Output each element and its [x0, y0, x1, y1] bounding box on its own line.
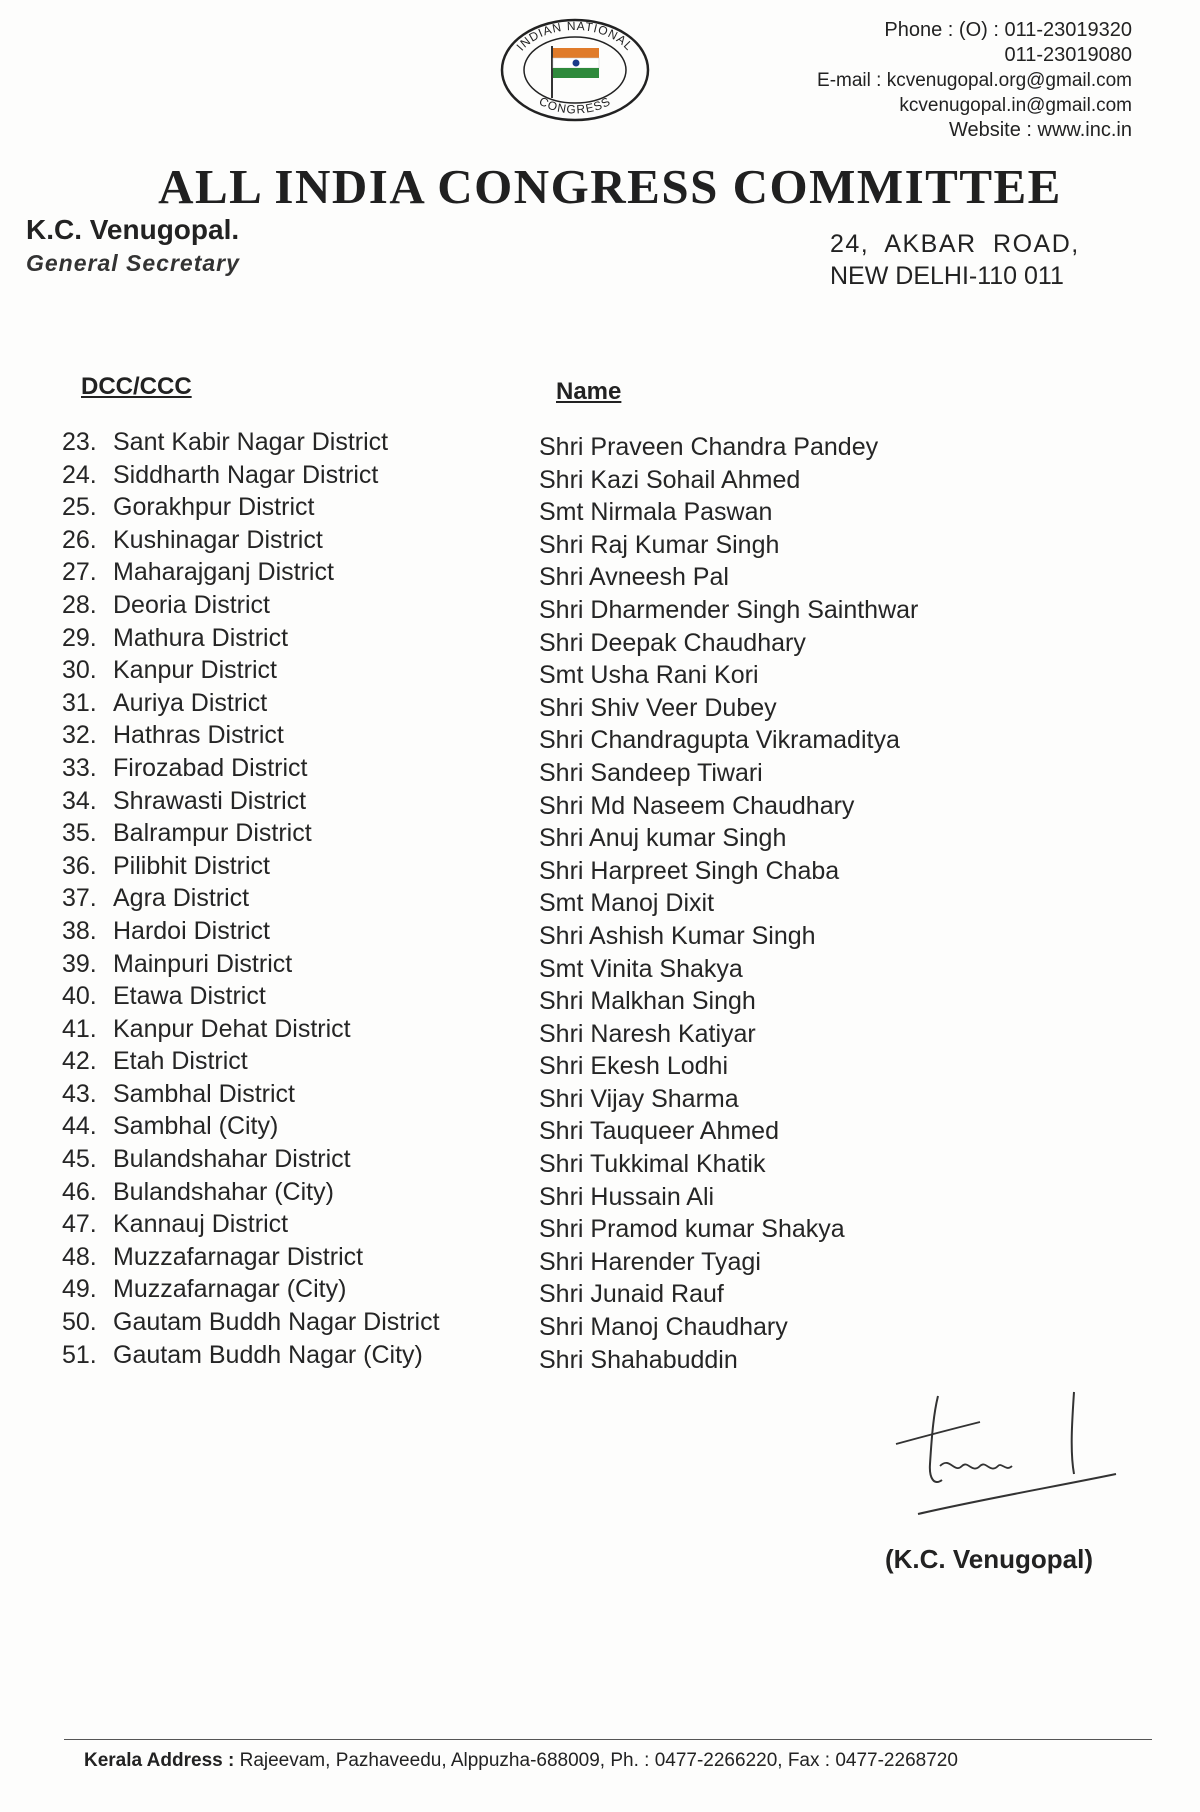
footer-address	[84, 1750, 958, 1772]
district-name: Hardoi District	[113, 916, 270, 945]
district-name: Agra District	[113, 884, 250, 913]
president-name: Shri Vijay Sharma	[539, 1084, 739, 1113]
president-name: Shri Anuj kumar Singh	[539, 824, 787, 853]
table-row	[0, 558, 1200, 591]
row-number: 27.	[62, 558, 97, 587]
table-row	[0, 1243, 1200, 1276]
table-row	[0, 754, 1200, 787]
president-name: Smt Manoj Dixit	[539, 889, 715, 918]
table-row	[0, 852, 1200, 885]
president-name: Shri Dharmender Singh Sainthwar	[539, 595, 919, 624]
row-number: 50.	[62, 1308, 97, 1337]
office-address	[830, 228, 1130, 292]
president-name: Shri Avneesh Pal	[539, 563, 729, 592]
table-row	[0, 982, 1200, 1015]
footer-label: Kerala Address :	[84, 1750, 235, 1771]
svg-text:INDIAN NATIONAL: INDIAN NATIONAL	[513, 18, 637, 54]
president-name: Shri Md Naseem Chaudhary	[539, 791, 855, 820]
table-row	[0, 721, 1200, 754]
district-name: Gorakhpur District	[113, 493, 315, 522]
table-row	[0, 1275, 1200, 1308]
row-number: 28.	[62, 590, 97, 619]
row-number: 40.	[62, 982, 97, 1011]
district-name: Gautam Buddh Nagar (City)	[113, 1340, 423, 1369]
table-row	[0, 461, 1200, 494]
congress-logo	[496, 16, 654, 124]
address-line-2: NEW DELHI-110 011	[830, 262, 1064, 290]
signature-mark	[888, 1382, 1120, 1518]
president-name: Shri Tukkimal Khatik	[539, 1150, 766, 1179]
table-row	[0, 1047, 1200, 1080]
row-number: 43.	[62, 1079, 97, 1108]
contact-block	[752, 18, 1132, 143]
column-header-name: Name	[556, 378, 622, 405]
row-number: 49.	[62, 1275, 97, 1304]
table-row	[0, 624, 1200, 657]
phone-line-2: 011-23019080	[1004, 44, 1132, 66]
district-name: Muzzafarnagar District	[113, 1242, 364, 1271]
table-row	[0, 689, 1200, 722]
district-name: Firozabad District	[113, 753, 308, 782]
appointment-list	[0, 428, 1200, 1373]
president-name: Shri Chandragupta Vikramaditya	[539, 726, 900, 755]
table-row	[0, 656, 1200, 689]
row-number: 51.	[62, 1340, 97, 1369]
row-number: 34.	[62, 786, 97, 815]
district-name: Maharajganj District	[113, 558, 334, 587]
sender-title: General Secretary	[26, 250, 240, 276]
row-number: 25.	[62, 493, 97, 522]
table-row	[0, 1080, 1200, 1113]
district-name: Gautam Buddh Nagar District	[113, 1308, 440, 1337]
row-number: 35.	[62, 819, 97, 848]
table-row	[0, 428, 1200, 461]
president-name: Shri Ekesh Lodhi	[539, 1052, 729, 1081]
district-name: Muzzafarnagar (City)	[113, 1275, 347, 1304]
phone-line-1: Phone : (O) : 011-23019320	[884, 19, 1132, 41]
district-name: Kushinagar District	[113, 525, 323, 554]
table-row	[0, 526, 1200, 559]
table-row	[0, 917, 1200, 950]
president-name: Smt Vinita Shakya	[539, 954, 743, 983]
table-row	[0, 1341, 1200, 1374]
president-name: Shri Naresh Katiyar	[539, 1019, 756, 1048]
district-name: Etawa District	[113, 982, 266, 1011]
row-number: 26.	[62, 525, 97, 554]
table-row	[0, 1015, 1200, 1048]
svg-text:CONGRESS: CONGRESS	[536, 94, 614, 117]
president-name: Shri Harender Tyagi	[539, 1247, 761, 1276]
district-name: Auriya District	[113, 688, 268, 717]
footer-divider	[64, 1739, 1152, 1740]
table-row	[0, 1308, 1200, 1341]
district-name: Kanpur District	[113, 656, 277, 685]
row-number: 24.	[62, 460, 97, 489]
president-name: Shri Shahabuddin	[539, 1345, 738, 1374]
row-number: 36.	[62, 851, 97, 880]
row-number: 38.	[62, 916, 97, 945]
president-name: Shri Tauqueer Ahmed	[539, 1117, 779, 1146]
table-row	[0, 493, 1200, 526]
district-name: Shrawasti District	[113, 786, 307, 815]
table-row	[0, 884, 1200, 917]
row-number: 42.	[62, 1047, 97, 1076]
table-row	[0, 1210, 1200, 1243]
district-name: Kanpur Dehat District	[113, 1014, 351, 1043]
district-name: Sambhal (City)	[113, 1112, 279, 1141]
president-name: Shri Malkhan Singh	[539, 987, 756, 1016]
president-name: Shri Sandeep Tiwari	[539, 758, 763, 787]
district-name: Mainpuri District	[113, 949, 293, 978]
president-name: Shri Harpreet Singh Chaba	[539, 856, 840, 885]
table-row	[0, 1178, 1200, 1211]
president-name: Smt Nirmala Paswan	[539, 498, 773, 527]
row-number: 44.	[62, 1112, 97, 1141]
district-name: Bulandshahar District	[113, 1145, 351, 1174]
row-number: 37.	[62, 884, 97, 913]
signatory-name: (K.C. Venugopal)	[885, 1544, 1093, 1574]
district-name: Balrampur District	[113, 819, 312, 848]
footer-text: Rajeevam, Pazhaveedu, Alppuzha-688009, Ph. : 0477-2266220, Fax : 0477-2268720	[239, 1750, 958, 1771]
row-number: 23.	[62, 428, 97, 456]
table-row	[0, 1145, 1200, 1178]
row-number: 39.	[62, 949, 97, 978]
row-number: 29.	[62, 623, 97, 652]
president-name: Shri Deepak Chaudhary	[539, 628, 806, 657]
email-line-1: E-mail : kcvenugopal.org@gmail.com	[817, 70, 1132, 91]
president-name: Shri Junaid Rauf	[539, 1280, 724, 1309]
address-line-1: 24, AKBAR ROAD,	[830, 230, 1080, 258]
district-name: Hathras District	[113, 721, 284, 750]
table-row	[0, 819, 1200, 852]
president-name: Shri Shiv Veer Dubey	[539, 693, 777, 722]
president-name: Shri Raj Kumar Singh	[539, 530, 780, 559]
district-name: Sambhal District	[113, 1079, 295, 1108]
table-row	[0, 1112, 1200, 1145]
district-name: Bulandshahar (City)	[113, 1177, 334, 1206]
president-name: Shri Praveen Chandra Pandey	[539, 433, 879, 461]
column-header-dcc: DCC/CCC	[81, 373, 192, 400]
president-name: Smt Usha Rani Kori	[539, 661, 759, 690]
row-number: 47.	[62, 1210, 97, 1239]
district-name: Deoria District	[113, 590, 270, 619]
row-number: 45.	[62, 1145, 97, 1174]
row-number: 48.	[62, 1242, 97, 1271]
president-name: Shri Pramod kumar Shakya	[539, 1215, 845, 1244]
table-row	[0, 950, 1200, 983]
table-row	[0, 591, 1200, 624]
row-number: 30.	[62, 656, 97, 685]
district-name: Siddharth Nagar District	[113, 460, 379, 489]
row-number: 46.	[62, 1177, 97, 1206]
district-name: Kannauj District	[113, 1210, 289, 1239]
row-number: 31.	[62, 688, 97, 717]
row-number: 33.	[62, 753, 97, 782]
email-line-2: kcvenugopal.in@gmail.com	[899, 95, 1132, 116]
district-name: Pilibhit District	[113, 851, 270, 880]
president-name: Shri Manoj Chaudhary	[539, 1313, 788, 1342]
president-name: Shri Hussain Ali	[539, 1182, 715, 1211]
president-name: Shri Kazi Sohail Ahmed	[539, 465, 801, 494]
org-title: ALL INDIA CONGRESS COMMITTEE	[158, 159, 1062, 214]
district-name: Mathura District	[113, 623, 289, 652]
table-row	[0, 787, 1200, 820]
website-line: Website : www.inc.in	[948, 119, 1132, 141]
sender-name: K.C. Venugopal.	[26, 214, 240, 245]
row-number: 41.	[62, 1014, 97, 1043]
district-name: Etah District	[113, 1047, 248, 1076]
president-name: Shri Ashish Kumar Singh	[539, 921, 816, 950]
row-number: 32.	[62, 721, 97, 750]
district-name: Sant Kabir Nagar District	[113, 428, 389, 456]
